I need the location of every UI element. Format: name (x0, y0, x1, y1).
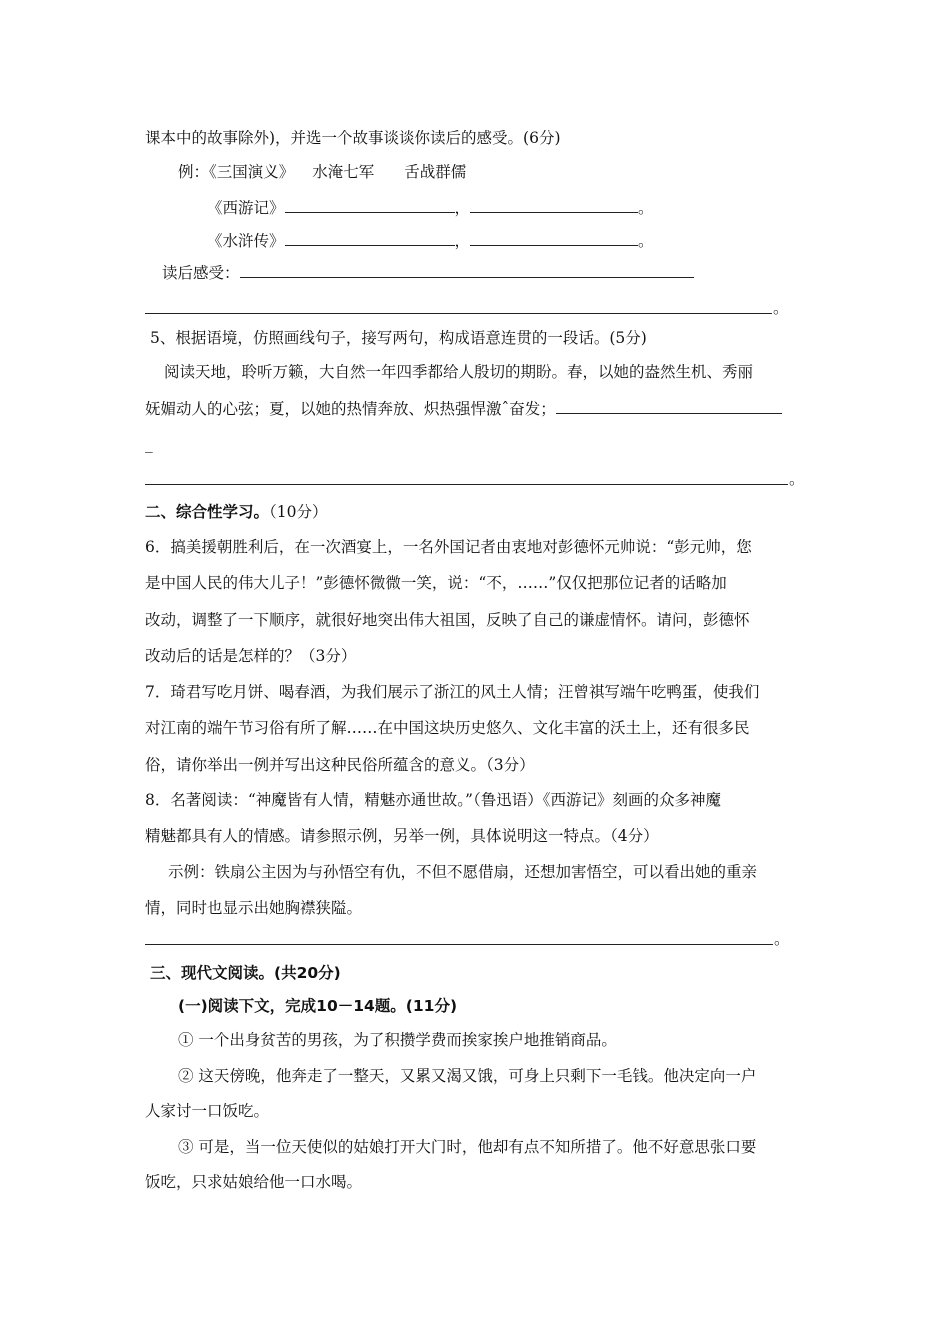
q5-blank-2[interactable] (145, 484, 788, 485)
xiyouji-blank-2[interactable] (470, 197, 638, 213)
xiyouji-blank-1[interactable] (285, 197, 455, 213)
period: 。 (789, 470, 805, 488)
reflection-label: 读后感受： (162, 264, 240, 282)
q8-example-2: 情，同时也显示出她胸襟狭隘。 (145, 899, 363, 917)
q6-line-1: 6．搞美援朝胜利后，在一次酒宴上，一名外国记者由衷地对彭德怀元帅说：“彭元帅，您 (145, 538, 752, 556)
example-story-1: 水淹七军 (312, 163, 375, 181)
shuihu-label: 《水浒传》 (207, 232, 285, 250)
q5-prompt: 5、根据语境，仿照画线句子，接写两句，构成语意连贯的一段话。(5分) (150, 329, 647, 347)
shuihu-answer-line (207, 230, 654, 251)
section-3-subheading: (一)阅读下文，完成10－14题。(11分) (178, 997, 458, 1015)
q8-line-1: 8．名著阅读：“神魔皆有人情，精魅亦通世故。”（鲁迅语）《西游记》刻画的众多神魔 (145, 791, 721, 809)
period: 。 (638, 199, 654, 217)
example-label: 例：《三国演义》 (178, 163, 295, 181)
shuihu-blank-1[interactable] (285, 230, 455, 246)
q5-stray: _ (145, 435, 153, 453)
reflection-blank-2[interactable] (145, 313, 772, 314)
q6-line-2: 是中国人民的伟大儿子！”彭德怀微微一笑，说：“不，……”仅仅把那位记者的话略加 (145, 574, 727, 592)
q7-line-1: 7．琦君写吃月饼、喝春酒，为我们展示了浙江的风土人情；汪曾祺写端午吃鸭蛋，使我们 (145, 683, 760, 701)
q7-line-3: 俗，请你举出一例并写出这种民俗所蕴含的意义。（3分） (145, 756, 535, 774)
passage-paragraph-2-line-1: ② 这天傍晚，他奔走了一整天，又累又渴又饿，可身上只剩下一毛钱。他决定向一户 (178, 1067, 757, 1085)
passage-paragraph-1: ① 一个出身贫苦的男孩，为了积攒学费而挨家挨户地推销商品。 (178, 1031, 617, 1049)
q8-example-1: 示例：铁扇公主因为与孙悟空有仇，不但不愿借扇，还想加害悟空，可以看出她的重亲 (168, 863, 758, 881)
q7-line-2: 对江南的端午节习俗有所了解……在中国这块历史悠久、文化丰富的沃土上，还有很多民 (145, 719, 750, 737)
period: 。 (773, 299, 789, 317)
q6-line-3: 改动，调整了一下顺序，就很好地突出伟大祖国，反映了自己的谦虚情怀。请问，彭德怀 (145, 611, 750, 629)
section-2-points: （10分） (269, 503, 328, 521)
section-3-heading: 三、现代文阅读。(共20分) (150, 964, 341, 982)
period: 。 (774, 930, 790, 948)
comma: ， (454, 199, 471, 217)
section-2-title: 二、综合性学习。 (145, 503, 270, 521)
q5-line-2 (145, 398, 782, 419)
section-2-heading (145, 502, 328, 522)
shuihu-blank-2[interactable] (470, 230, 638, 246)
comma: ， (454, 232, 471, 250)
q5-line-1: 阅读天地，聆听万籁，大自然一年四季都给人殷切的期盼。春，以她的盎然生机、秀丽 (164, 363, 754, 381)
q8-answer-blank[interactable] (145, 944, 773, 945)
xiyouji-label: 《西游记》 (207, 199, 285, 217)
q4-tail: 课本中的故事除外)，并选一个故事谈谈你读后的感受。(6分) (145, 129, 561, 147)
period: 。 (638, 232, 654, 250)
xiyouji-answer-line (207, 197, 654, 218)
q4-example (178, 162, 466, 182)
passage-paragraph-2-line-2: 人家讨一口饭吃。 (145, 1102, 270, 1120)
q8-line-2: 精魅都具有人的情感。请参照示例，另举一例，具体说明这一特点。（4分） (145, 827, 659, 845)
q5-line-2-text: 妩媚动人的心弦；夏，以她的热情奔放、炽热强悍激ˆ奋发； (145, 400, 556, 418)
q5-blank-1[interactable] (556, 398, 782, 414)
example-story-2: 舌战群儒 (404, 163, 467, 181)
reflection-blank[interactable] (240, 262, 694, 278)
passage-paragraph-3-line-1: ③ 可是，当一位天使似的姑娘打开大门时，他却有点不知所措了。他不好意思张口要 (178, 1138, 757, 1156)
q6-line-4: 改动后的话是怎样的？（3分） (145, 647, 357, 665)
passage-paragraph-3-line-2: 饭吃，只求姑娘给他一口水喝。 (145, 1173, 363, 1191)
reflection-line (162, 262, 694, 283)
